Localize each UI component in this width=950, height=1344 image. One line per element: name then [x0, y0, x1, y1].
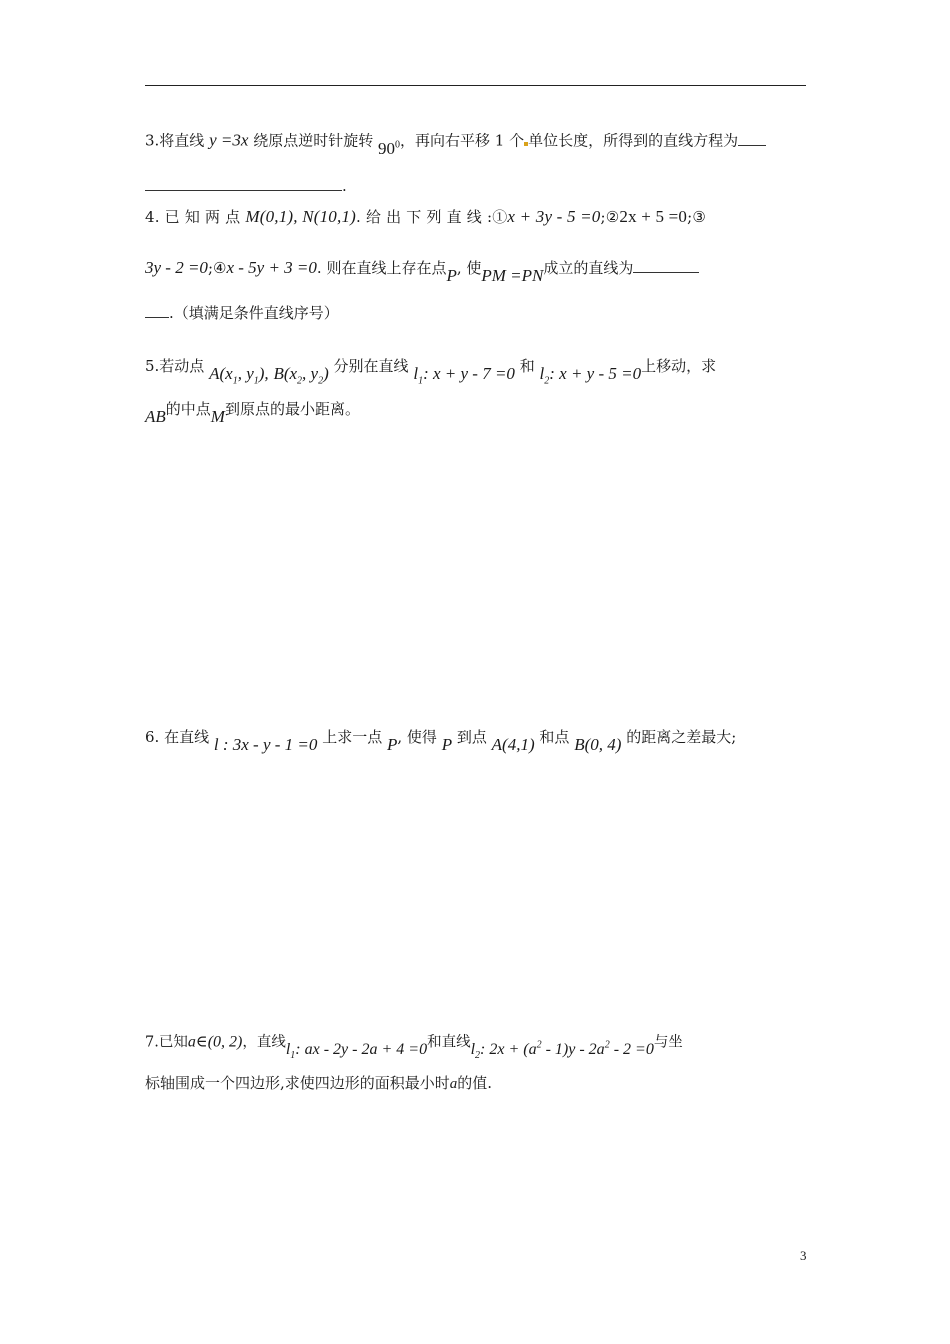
answer-blank	[738, 131, 766, 146]
q5-text: 分别在直线	[333, 357, 409, 375]
question-3-line-2	[145, 176, 347, 196]
answer-blank	[145, 303, 169, 318]
q6-equation: l : 3x - y - 1 =0	[213, 735, 318, 754]
q5-line-1: $l_1$: x + y - 7 =0	[413, 364, 515, 387]
q6-text: 和点	[539, 728, 570, 746]
q4-text: .（填满足条件直线序号）	[169, 304, 339, 322]
q3-text: 绕原点逆时针旋转	[253, 131, 374, 150]
q4-text: . 给 出 下 列 直 线 :①	[356, 208, 508, 226]
q5-line-2: $l_2$: x + y - 5 =0	[539, 364, 642, 387]
question-5-line-2	[145, 399, 360, 426]
q7-text: 与坐	[653, 1034, 683, 1051]
q6-text: , 使得	[397, 728, 437, 746]
q6-text: 6. 在直线	[145, 728, 210, 746]
q7-text: 和直线	[427, 1034, 471, 1051]
q4-line-1: x + 3y - 5 =0	[507, 207, 601, 226]
q7-text: 的值.	[457, 1074, 493, 1092]
q3-text: ，再向右平移 1 个	[399, 131, 525, 150]
q7-variable: a	[449, 1076, 458, 1092]
answer-blank	[633, 258, 699, 273]
question-4-line-3	[145, 303, 339, 323]
q4-text: ;④	[207, 259, 227, 277]
q4-line-4: x - 5y + 3 =0	[226, 258, 317, 277]
q5-point-a: $A(x_1$, $y_1$),	[209, 364, 269, 387]
q4-text: 成立的直线为	[543, 259, 634, 277]
q3-equation: y =3x	[209, 130, 249, 150]
answer-blank	[145, 176, 342, 191]
question-7-line-2	[145, 1073, 492, 1094]
q6-point-p: P	[441, 735, 453, 754]
q6-text: 到点	[456, 728, 487, 746]
q6-point-b: B(0, 4)	[574, 735, 622, 754]
q4-points: M(0,1), N(10,1)	[245, 207, 357, 226]
q4-text: ;②	[600, 208, 620, 226]
q5-text: 上移动，求	[641, 357, 717, 375]
question-7-line-1	[145, 1028, 683, 1062]
q3-text: 单位长度，所得到的直线方程为	[528, 131, 739, 150]
q4-point-p: P	[446, 266, 457, 285]
q3-text: 3.将直线	[145, 131, 205, 150]
q4-condition: PM =PN	[481, 266, 544, 285]
q4-line-3: 3y - 2 =0	[145, 258, 208, 277]
q7-line-2: $l_2$: $2x + (a^2 - 1)y - 2a^2 - 2 =0$	[470, 1040, 654, 1062]
q7-condition: a∈(0, 2)	[187, 1033, 243, 1051]
question-6-line-1	[145, 727, 737, 754]
q7-text: ，直线	[242, 1034, 286, 1051]
q4-line-2: 2x + 5 =0	[619, 207, 688, 226]
q6-point-a: A(4,1)	[491, 735, 535, 754]
page-number: 3	[800, 1248, 807, 1263]
q4-text: ;③	[687, 208, 707, 226]
question-4-line-2	[145, 258, 699, 285]
question-4-line-1	[145, 207, 706, 227]
q5-text: 5.若动点	[145, 357, 205, 375]
q5-point-b: $B(x_2$, $y_2$)	[273, 364, 329, 387]
q7-line-1: $l_1$: ax - 2y - 2a + 4 =0	[285, 1041, 428, 1062]
q6-text: 的距离之差最大;	[626, 728, 737, 746]
q4-text: , 使	[456, 259, 482, 277]
q3-angle: $90^0$	[377, 138, 400, 158]
q4-text: . 则在直线上存在点	[316, 259, 447, 277]
q3-text: .	[342, 177, 347, 195]
q5-text: 的中点	[165, 400, 211, 418]
q6-text: 上求一点	[322, 728, 383, 746]
q5-text: 和	[519, 357, 535, 375]
q6-point-p: P	[386, 735, 398, 754]
q7-text: 标轴围成一个四边形,求使四边形的面积最小时	[145, 1074, 450, 1092]
header-rule	[145, 85, 806, 86]
question-3-line-1	[145, 127, 766, 158]
q5-text: 到原点的最小距离。	[224, 400, 360, 418]
q7-text: 7.已知	[145, 1034, 188, 1051]
q5-segment: AB	[145, 407, 166, 426]
q5-midpoint: M	[210, 407, 225, 426]
question-5-line-1	[145, 356, 717, 387]
q4-text: 4. 已 知 两 点	[145, 208, 241, 226]
